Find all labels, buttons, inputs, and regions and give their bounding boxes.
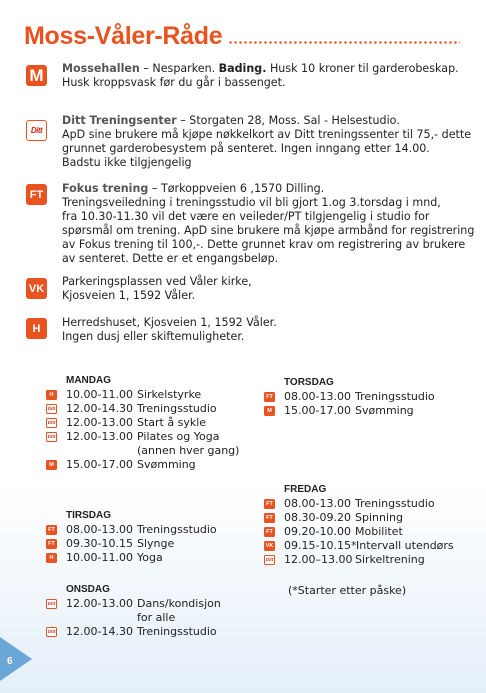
ft-badge-icon: FT — [264, 513, 275, 523]
schedule-row — [49, 388, 239, 402]
ditt-badge-icon: Ditt — [264, 555, 275, 565]
activity-note: (annen hver gang) — [137, 444, 240, 457]
activity-name: Spinning — [355, 511, 403, 524]
time-range: 08.00-13.00 — [66, 523, 133, 536]
schedule-row — [49, 551, 163, 565]
title-dotted-rule — [228, 41, 460, 44]
time-range: 09.30-10.15 — [66, 537, 133, 550]
activity-name: Svømming — [355, 404, 414, 417]
activity-name: Sirkelstyrke — [137, 388, 202, 401]
schedule-fredag — [265, 483, 454, 567]
activity-name: Intervall utendørs — [356, 539, 454, 552]
schedule-row — [265, 553, 425, 567]
activity-name: Pilates og Yoga — [137, 430, 220, 443]
time-range: 12.00-13.00 — [66, 597, 133, 610]
herredshuset-badge-icon: H — [26, 318, 47, 339]
vk-badge-icon: VK — [265, 543, 274, 549]
ditt-badge-icon: Ditt — [46, 404, 57, 414]
time-range: 15.00-17.00 — [284, 404, 351, 417]
schedule-row — [266, 497, 435, 511]
activity-name: Start å sykle — [137, 416, 207, 429]
activity-note: for alle — [137, 611, 176, 624]
activity-name: Svømming — [137, 458, 196, 471]
page-title: Moss-Våler-Råde — [24, 22, 223, 50]
h-badge-icon: H — [46, 390, 57, 400]
activity-name: Treningsstudio — [355, 497, 435, 510]
time-range: 12.00-14.30 — [66, 402, 133, 415]
day-heading-torsdag: TORSDAG — [284, 377, 334, 388]
day-heading-mandag: MANDAG — [66, 375, 111, 386]
ditt-badge-icon: Ditt — [46, 418, 57, 428]
schedule-row — [47, 430, 239, 444]
activity-name: Treningsstudio — [137, 625, 217, 638]
schedule-row — [49, 458, 239, 472]
schedule-row — [47, 625, 217, 639]
time-range: 10.00-11.00 — [66, 388, 133, 401]
footnote: (*Starter etter påske) — [288, 584, 407, 597]
mossehallen-info: Mossehallen – Nesparken. Bading. Husk 10 kroner til garderobeskap. Husk kroppsvask før du går i bassenget. — [62, 62, 459, 89]
schedule-onsdag — [47, 583, 221, 639]
schedule-row — [265, 539, 454, 553]
h-badge-icon: H — [46, 553, 57, 563]
activity-name: Treningsstudio — [355, 390, 435, 403]
time-range: 12.00-14.30 — [66, 625, 133, 638]
m-badge-icon: M — [264, 406, 275, 416]
time-range: 08.00-13.00 — [284, 390, 351, 403]
time-range: 08.30-09.20 — [284, 511, 351, 524]
day-heading-tirsdag: TIRSDAG — [66, 510, 111, 521]
fokus-trening-name: Fokus trening — [62, 182, 149, 195]
schedule-row — [266, 390, 435, 404]
schedule-row — [266, 525, 403, 539]
ditt-badge-icon: Ditt — [46, 627, 57, 637]
time-range: 12.00-13.00 — [66, 430, 133, 443]
day-heading-fredag: FREDAG — [284, 484, 327, 495]
schedule-row — [267, 404, 414, 418]
activity-name: Dans/kondisjon — [137, 597, 221, 610]
time-range: 15.00-17.00 — [66, 458, 133, 471]
activity-name: Treningsstudio — [137, 523, 217, 536]
day-heading-onsdag: ONSDAG — [66, 584, 110, 595]
page-number: 6 — [7, 656, 13, 667]
herredshuset-info: Herredshuset, Kjosveien 1, 1592 Våler. Ingen dusj eller skiftemuligheter. — [62, 316, 277, 343]
schedule-mandag — [47, 374, 240, 472]
ft-badge-icon: FT — [264, 392, 275, 402]
activity-name: Yoga — [137, 551, 163, 564]
activity-name: Mobilitet — [355, 525, 403, 538]
activity-name: Sirkeltrening — [355, 553, 425, 566]
mossehallen-badge-icon: M — [26, 65, 47, 86]
ft-badge-icon: FT — [46, 539, 57, 549]
ft-badge-icon: FT — [264, 527, 275, 537]
schedule-tirsdag — [48, 509, 217, 565]
fokus-trening-badge-icon: FT — [26, 184, 47, 205]
time-range: 08.00-13.00 — [284, 497, 351, 510]
time-range: 09.15-10.15* — [284, 539, 357, 552]
ditt-treningsenter-info: Ditt Treningsenter – Storgaten 28, Moss. Sal - Helsestudio. ApD sine brukere må kjøpe nøkkelkort av Ditt treningssenter til 75,- dette grunnet garderobesystem på senteret. Ingen inngang etter 14.00. Badstu ikke tilgjengelig — [62, 114, 472, 169]
schedule-row — [47, 402, 239, 416]
ditt-badge-icon: Ditt — [46, 432, 57, 442]
fokus-trening-info: Fokus trening – Tørkoppveien 6 ,1570 Dilling. Treningsveiledning i treningsstudio vil bli gjort 1.og 3.torsdag i mnd, fra 10.30-11.30 vil det være en veileder/PT tilgjengelig i studio for spørsmål om trening. ApD sine brukere må kjøpe armbånd for registrering av Fokus trening til 100,-. Dette grunnet krav om registrering av brukere av senteret. Dette er et engangsbeløp. — [62, 182, 475, 265]
m-badge-icon: M — [46, 460, 57, 470]
activity-name: Treningsstudio — [137, 402, 217, 415]
valer-kirke-info: Parkeringsplassen ved Våler kirke, Kjosveien 1, 1592 Våler. — [62, 275, 252, 302]
activity-name: Slynge — [137, 537, 175, 550]
ft-badge-icon: FT — [264, 499, 275, 509]
ditt-treningsenter-logo-icon: Ditt — [26, 120, 47, 141]
time-range: 10.00-11.00 — [66, 551, 133, 564]
schedule-row — [48, 523, 217, 537]
schedule-row — [47, 416, 239, 430]
ft-badge-icon: FT — [46, 525, 57, 535]
time-range: 09.20-10.00 — [284, 525, 351, 538]
ditt-badge-icon: Ditt — [46, 599, 57, 609]
time-range: 12.00–13.00 — [284, 553, 353, 566]
ditt-treningsenter-name: Ditt Treningsenter — [62, 114, 177, 127]
schedule-row — [266, 511, 403, 525]
mossehallen-name: Mossehallen — [62, 62, 140, 75]
schedule-torsdag — [266, 376, 435, 418]
time-range: 12.00-13.00 — [66, 416, 133, 429]
valer-kirke-badge-icon: VK — [26, 278, 47, 299]
page-marker-triangle — [0, 637, 32, 681]
schedule-row — [48, 537, 175, 551]
schedule-row — [47, 597, 221, 611]
